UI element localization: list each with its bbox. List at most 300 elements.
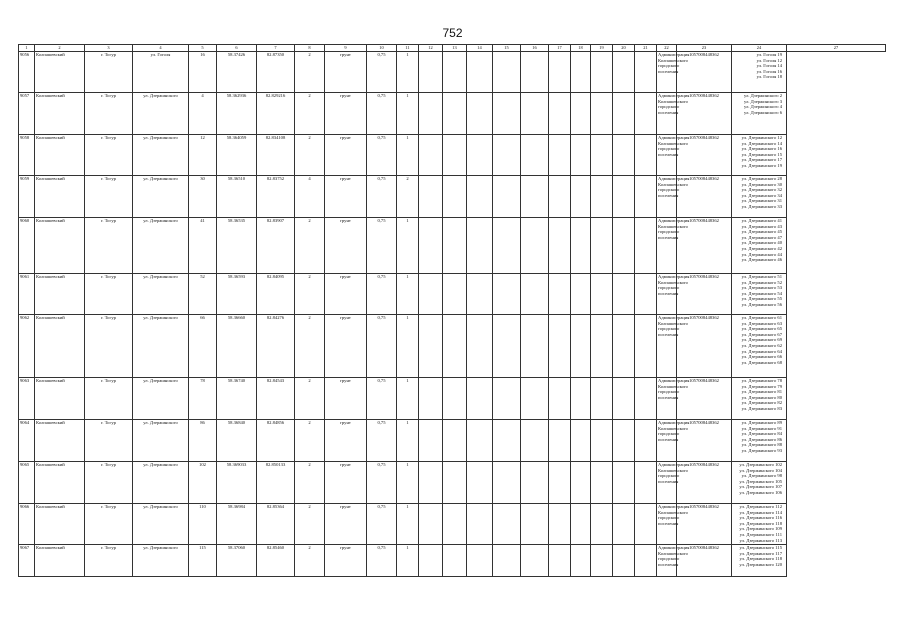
cell-empty: [419, 218, 443, 274]
cell-empty: [419, 420, 443, 462]
cell-latitude: 58.36984: [217, 504, 257, 545]
address-line: ул. Дзержинского 104: [739, 467, 782, 473]
cell-district: Колпашевский: [35, 93, 85, 135]
cell-empty: [635, 378, 657, 420]
cell-empty: [613, 176, 635, 218]
cell-owner: Администрация Колпашевского городского поселения: [657, 176, 677, 218]
cell-latitude: 58.36510: [217, 176, 257, 218]
address-line: ул. Дзержинского 80: [741, 394, 782, 400]
cell-house: 16: [189, 52, 217, 93]
cell-addresses: [732, 52, 787, 93]
cell-empty: [443, 315, 467, 378]
address-line: ул. Гоголя 16: [756, 68, 782, 74]
column-header: 27: [787, 45, 886, 52]
cell-longitude: 82.850133: [257, 462, 295, 504]
cell-longitude: 82.829216: [257, 93, 295, 135]
address-line: ул. Дзержинского 93: [741, 447, 782, 453]
table-row: [19, 135, 886, 176]
cell-area: 0,75: [367, 176, 397, 218]
cell-id: 9061: [19, 274, 35, 315]
cell-owner: Администрация Колпашевского городского поселения: [657, 218, 677, 274]
cell-empty: [443, 52, 467, 93]
cell-district: Колпашевский: [35, 218, 85, 274]
cell-street: ул. Дзержинского: [133, 135, 189, 176]
column-header: 23: [677, 45, 732, 52]
address-line: ул. Дзержинского 64: [741, 348, 782, 354]
cell-empty: [443, 176, 467, 218]
cell-empty: [591, 504, 613, 545]
cell-id: 9057: [19, 93, 35, 135]
cell-settlement: г. Тогур: [85, 93, 133, 135]
cell-house: 110: [189, 504, 217, 545]
cell-empty: [613, 462, 635, 504]
column-header: 13: [443, 45, 467, 52]
address-line: ул. Дзержинского 88: [741, 442, 782, 448]
cell-surface: грунт: [325, 545, 367, 577]
column-header: 15: [493, 45, 521, 52]
cell-id: 9067: [19, 545, 35, 577]
cell-addresses: [732, 93, 787, 135]
cell-quantity: 1: [397, 378, 419, 420]
cell-empty: [571, 378, 591, 420]
cell-house: 12: [189, 135, 217, 176]
cell-latitude: 58.37060: [217, 545, 257, 577]
cell-latitude: 58.36740: [217, 378, 257, 420]
table-row: [19, 462, 886, 504]
cell-empty: [521, 218, 549, 274]
address-line: ул. Дзержинского 67: [741, 331, 782, 337]
cell-empty: [493, 462, 521, 504]
address-line: ул. Дзержинского 78: [741, 378, 782, 383]
column-header: 6: [217, 45, 257, 52]
address-line: ул. Дзержинского 84: [741, 431, 782, 437]
address-line: ул. Дзержинского 55: [741, 296, 782, 302]
cell-district: Колпашевский: [35, 176, 85, 218]
cell-empty: [571, 504, 591, 545]
cell-empty: [635, 218, 657, 274]
address-line: ул. Дзержинского 6: [743, 109, 782, 115]
column-header: 22: [657, 45, 677, 52]
address-line: ул. Дзержинского 53: [741, 285, 782, 291]
table-row: [19, 420, 886, 462]
cell-ogrn: 1057008448362: [677, 378, 732, 420]
address-line: ул. Дзержинского 15: [741, 151, 782, 157]
column-header: 9: [325, 45, 367, 52]
address-line: ул. Дзержинского 33: [741, 203, 782, 209]
cell-surface: грунт: [325, 218, 367, 274]
address-line: ул. Дзержинского 28: [741, 176, 782, 181]
column-header: 21: [635, 45, 657, 52]
cell-id: 9065: [19, 462, 35, 504]
cell-street: ул. Дзержинского: [133, 378, 189, 420]
cell-house: 115: [189, 545, 217, 577]
cell-longitude: 82.87350: [257, 52, 295, 93]
cell-empty: [493, 420, 521, 462]
cell-empty: [549, 504, 571, 545]
cell-id: 9060: [19, 218, 35, 274]
cell-owner: Администрация Колпашевского городского поселения: [657, 135, 677, 176]
cell-owner: Администрация Колпашевского городского поселения: [657, 545, 677, 577]
cell-empty: [443, 274, 467, 315]
cell-empty: [419, 93, 443, 135]
address-line: ул. Дзержинского 54: [741, 290, 782, 296]
cell-empty: [467, 176, 493, 218]
cell-surface: грунт: [325, 52, 367, 93]
cell-house: 30: [189, 176, 217, 218]
address-line: ул. Дзержинского 107: [739, 484, 782, 490]
address-line: ул. Дзержинского 46: [741, 257, 782, 263]
cell-quantity: 1: [397, 315, 419, 378]
cell-settlement: г. Тогур: [85, 315, 133, 378]
address-line: ул. Дзержинского 43: [741, 223, 782, 229]
address-line: ул. Дзержинского 102: [739, 462, 782, 467]
cell-settlement: г. Тогур: [85, 52, 133, 93]
column-header: 24: [732, 45, 787, 52]
address-line: ул. Дзержинского 62: [741, 342, 782, 348]
cell-owner: Администрация Колпашевского городского поселения: [657, 504, 677, 545]
cell-empty: [635, 135, 657, 176]
cell-empty: [443, 462, 467, 504]
cell-empty: [571, 52, 591, 93]
cell-empty: [613, 545, 635, 577]
cell-empty: [521, 378, 549, 420]
cell-empty: [591, 218, 613, 274]
cell-empty: [571, 93, 591, 135]
cell-surface: грунт: [325, 315, 367, 378]
cell-owner: Администрация Колпашевского городского поселения: [657, 420, 677, 462]
cell-empty: [419, 378, 443, 420]
cell-longitude: 82.83752: [257, 176, 295, 218]
cell-empty: [467, 545, 493, 577]
cell-empty: [549, 462, 571, 504]
header-row: [19, 45, 886, 52]
column-header: 17: [549, 45, 571, 52]
column-header: 7: [257, 45, 295, 52]
cell-surface: грунт: [325, 135, 367, 176]
cell-empty: [521, 462, 549, 504]
address-line: ул. Дзержинского 68: [741, 359, 782, 365]
cell-count: 2: [295, 315, 325, 378]
cell-count: 4: [295, 176, 325, 218]
column-header: 8: [295, 45, 325, 52]
cell-settlement: г. Тогур: [85, 504, 133, 545]
cell-quantity: 1: [397, 545, 419, 577]
cell-empty: [571, 218, 591, 274]
address-line: ул. Дзержинского 83: [741, 405, 782, 411]
cell-empty: [467, 52, 493, 93]
cell-quantity: 1: [397, 52, 419, 93]
cell-settlement: г. Тогур: [85, 378, 133, 420]
cell-owner: Администрация Колпашевского городского поселения: [657, 315, 677, 378]
address-line: ул. Дзержинского 91: [741, 425, 782, 431]
cell-empty: [419, 274, 443, 315]
address-line: ул. Дзержинского 109: [739, 526, 782, 532]
cell-count: 2: [295, 52, 325, 93]
cell-longitude: 82.85364: [257, 504, 295, 545]
table-row: [19, 176, 886, 218]
cell-house: 78: [189, 378, 217, 420]
cell-settlement: г. Тогур: [85, 462, 133, 504]
address-line: ул. Дзержинского 98: [741, 473, 782, 479]
cell-latitude: 58.36593: [217, 274, 257, 315]
cell-addresses: [732, 462, 787, 504]
address-line: ул. Дзержинского 118: [739, 556, 782, 562]
cell-owner: Администрация Колпашевского городского поселения: [657, 378, 677, 420]
cell-settlement: г. Тогур: [85, 420, 133, 462]
address-line: ул. Дзержинского 79: [741, 383, 782, 389]
cell-empty: [571, 135, 591, 176]
cell-quantity: 1: [397, 504, 419, 545]
cell-empty: [521, 315, 549, 378]
cell-district: Колпашевский: [35, 378, 85, 420]
cell-owner: Администрация Колпашевского городского поселения: [657, 462, 677, 504]
cell-empty: [521, 504, 549, 545]
cell-empty: [521, 176, 549, 218]
cell-id: 9063: [19, 378, 35, 420]
address-line: ул. Дзержинского 105: [739, 478, 782, 484]
cell-surface: грунт: [325, 462, 367, 504]
cell-count: 2: [295, 420, 325, 462]
address-line: ул. Дзержинского 69: [741, 337, 782, 343]
cell-id: 9062: [19, 315, 35, 378]
cell-empty: [467, 93, 493, 135]
cell-empty: [613, 274, 635, 315]
address-line: ул. Дзержинского 116: [739, 515, 782, 521]
address-line: ул. Дзержинского 120: [739, 561, 782, 567]
cell-id: 9056: [19, 52, 35, 93]
cell-empty: [613, 52, 635, 93]
cell-latitude: 58.36660: [217, 315, 257, 378]
cell-empty: [493, 52, 521, 93]
address-line: ул. Гоголя 14: [756, 63, 782, 69]
cell-street: ул. Дзержинского: [133, 274, 189, 315]
column-header: 11: [397, 45, 419, 52]
page-number: 752: [442, 26, 463, 40]
address-line: ул. Дзержинского 111: [739, 531, 782, 537]
cell-empty: [549, 315, 571, 378]
cell-count: 2: [295, 93, 325, 135]
cell-quantity: 1: [397, 274, 419, 315]
address-line: ул. Дзержинского 3: [743, 98, 782, 104]
cell-empty: [467, 315, 493, 378]
address-line: ул. Дзержинского 106: [739, 489, 782, 495]
column-header: 20: [613, 45, 635, 52]
cell-house: 41: [189, 218, 217, 274]
cell-quantity: 2: [397, 176, 419, 218]
cell-empty: [635, 545, 657, 577]
cell-empty: [591, 378, 613, 420]
cell-empty: [613, 93, 635, 135]
cell-empty: [521, 93, 549, 135]
cell-empty: [493, 378, 521, 420]
cell-addresses: [732, 378, 787, 420]
address-line: ул. Гоголя 18: [756, 74, 782, 80]
address-line: ул. Дзержинского 65: [741, 326, 782, 332]
cell-latitude: 58.37426: [217, 52, 257, 93]
cell-empty: [591, 274, 613, 315]
cell-addresses: [732, 504, 787, 545]
column-header: 10: [367, 45, 397, 52]
cell-district: Колпашевский: [35, 545, 85, 577]
cell-empty: [419, 504, 443, 545]
address-line: ул. Дзержинского 114: [739, 509, 782, 515]
cell-owner: Администрация Колпашевского городского поселения: [657, 52, 677, 93]
cell-surface: грунт: [325, 420, 367, 462]
cell-empty: [635, 93, 657, 135]
cell-surface: грунт: [325, 504, 367, 545]
cell-addresses: [732, 315, 787, 378]
cell-empty: [443, 420, 467, 462]
cell-count: 2: [295, 378, 325, 420]
column-header: 5: [189, 45, 217, 52]
cell-empty: [493, 93, 521, 135]
cell-empty: [493, 315, 521, 378]
cell-empty: [571, 462, 591, 504]
cell-empty: [635, 274, 657, 315]
table-row: [19, 545, 886, 577]
address-line: ул. Дзержинского 113: [739, 537, 782, 543]
cell-empty: [635, 462, 657, 504]
cell-count: 2: [295, 504, 325, 545]
cell-longitude: 82.84543: [257, 378, 295, 420]
address-line: ул. Гоголя 19: [756, 52, 782, 57]
table-header: [19, 45, 886, 52]
cell-quantity: 1: [397, 462, 419, 504]
cell-area: 0,75: [367, 93, 397, 135]
cell-empty: [443, 218, 467, 274]
table-row: [19, 315, 886, 378]
cell-street: ул. Дзержинского: [133, 462, 189, 504]
cell-area: 0,75: [367, 462, 397, 504]
cell-area: 0,75: [367, 218, 397, 274]
cell-empty: [521, 52, 549, 93]
cell-empty: [549, 176, 571, 218]
cell-empty: [613, 378, 635, 420]
cell-area: 0,75: [367, 378, 397, 420]
cell-empty: [493, 274, 521, 315]
cell-empty: [591, 176, 613, 218]
column-header: 16: [521, 45, 549, 52]
cell-empty: [443, 378, 467, 420]
cell-empty: [549, 378, 571, 420]
cell-owner: Администрация Колпашевского городского поселения: [657, 93, 677, 135]
address-line: ул. Дзержинского 16: [741, 146, 782, 152]
table-row: [19, 218, 886, 274]
cell-street: ул. Дзержинского: [133, 545, 189, 577]
cell-empty: [613, 420, 635, 462]
cell-area: 0,75: [367, 135, 397, 176]
cell-empty: [493, 135, 521, 176]
cell-owner: Администрация Колпашевского городского поселения: [657, 274, 677, 315]
cell-street: ул. Дзержинского: [133, 176, 189, 218]
cell-id: 9064: [19, 420, 35, 462]
cell-empty: [467, 462, 493, 504]
cell-empty: [549, 545, 571, 577]
address-line: ул. Дзержинского 4: [743, 104, 782, 110]
cell-empty: [419, 545, 443, 577]
cell-longitude: 82.84276: [257, 315, 295, 378]
cell-empty: [549, 218, 571, 274]
cell-district: Колпашевский: [35, 274, 85, 315]
address-line: ул. Дзержинского 61: [741, 315, 782, 320]
cell-ogrn: 1057008448362: [677, 545, 732, 577]
cell-empty: [591, 420, 613, 462]
cell-area: 0,75: [367, 504, 397, 545]
cell-empty: [635, 504, 657, 545]
cell-empty: [571, 315, 591, 378]
cell-ogrn: 1057008448362: [677, 315, 732, 378]
cell-house: 66: [189, 315, 217, 378]
cell-settlement: г. Тогур: [85, 176, 133, 218]
cell-empty: [419, 462, 443, 504]
cell-empty: [443, 93, 467, 135]
cell-house: 102: [189, 462, 217, 504]
table-row: [19, 504, 886, 545]
table-body: [19, 52, 886, 577]
cell-longitude: 82.84856: [257, 420, 295, 462]
cell-settlement: г. Тогур: [85, 274, 133, 315]
cell-empty: [591, 93, 613, 135]
address-line: ул. Дзержинского 19: [741, 162, 782, 168]
cell-empty: [571, 545, 591, 577]
address-line: ул. Дзержинского 12: [741, 135, 782, 140]
address-line: ул. Дзержинского 117: [739, 550, 782, 556]
cell-empty: [521, 274, 549, 315]
cell-empty: [521, 135, 549, 176]
cell-street: ул. Дзержинского: [133, 504, 189, 545]
cell-quantity: 1: [397, 135, 419, 176]
address-line: ул. Дзержинского 81: [741, 389, 782, 395]
address-line: ул. Дзержинского 45: [741, 229, 782, 235]
cell-quantity: 1: [397, 420, 419, 462]
cell-empty: [591, 135, 613, 176]
cell-longitude: 82.834108: [257, 135, 295, 176]
cell-district: Колпашевский: [35, 420, 85, 462]
cell-empty: [419, 135, 443, 176]
cell-addresses: [732, 420, 787, 462]
cell-count: 2: [295, 274, 325, 315]
cell-area: 0,75: [367, 545, 397, 577]
cell-street: ул. Дзержинского: [133, 420, 189, 462]
cell-district: Колпашевский: [35, 52, 85, 93]
address-line: ул. Дзержинского 63: [741, 320, 782, 326]
cell-empty: [493, 218, 521, 274]
cell-ogrn: 1057008448362: [677, 93, 732, 135]
cell-ogrn: 1057008448362: [677, 52, 732, 93]
cell-id: 9059: [19, 176, 35, 218]
address-line: ул. Дзержинского 31: [741, 198, 782, 204]
column-header: 14: [467, 45, 493, 52]
cell-longitude: 82.83907: [257, 218, 295, 274]
cell-ogrn: 1057008448362: [677, 504, 732, 545]
cell-street: ул. Дзержинского: [133, 93, 189, 135]
cell-ogrn: 1057008448362: [677, 176, 732, 218]
cell-street: ул. Дзержинского: [133, 315, 189, 378]
column-header: 1: [19, 45, 35, 52]
column-header: 4: [133, 45, 189, 52]
address-line: ул. Дзержинского 112: [739, 504, 782, 509]
cell-empty: [467, 274, 493, 315]
table-row: [19, 378, 886, 420]
cell-surface: грунт: [325, 93, 367, 135]
column-header: 18: [571, 45, 591, 52]
cell-latitude: 58.369033: [217, 462, 257, 504]
address-line: ул. Дзержинского 44: [741, 251, 782, 257]
cell-house: 4: [189, 93, 217, 135]
address-line: ул. Дзержинского 40: [741, 240, 782, 246]
cell-ogrn: 1057008448362: [677, 420, 732, 462]
cell-ogrn: 1057008448362: [677, 135, 732, 176]
